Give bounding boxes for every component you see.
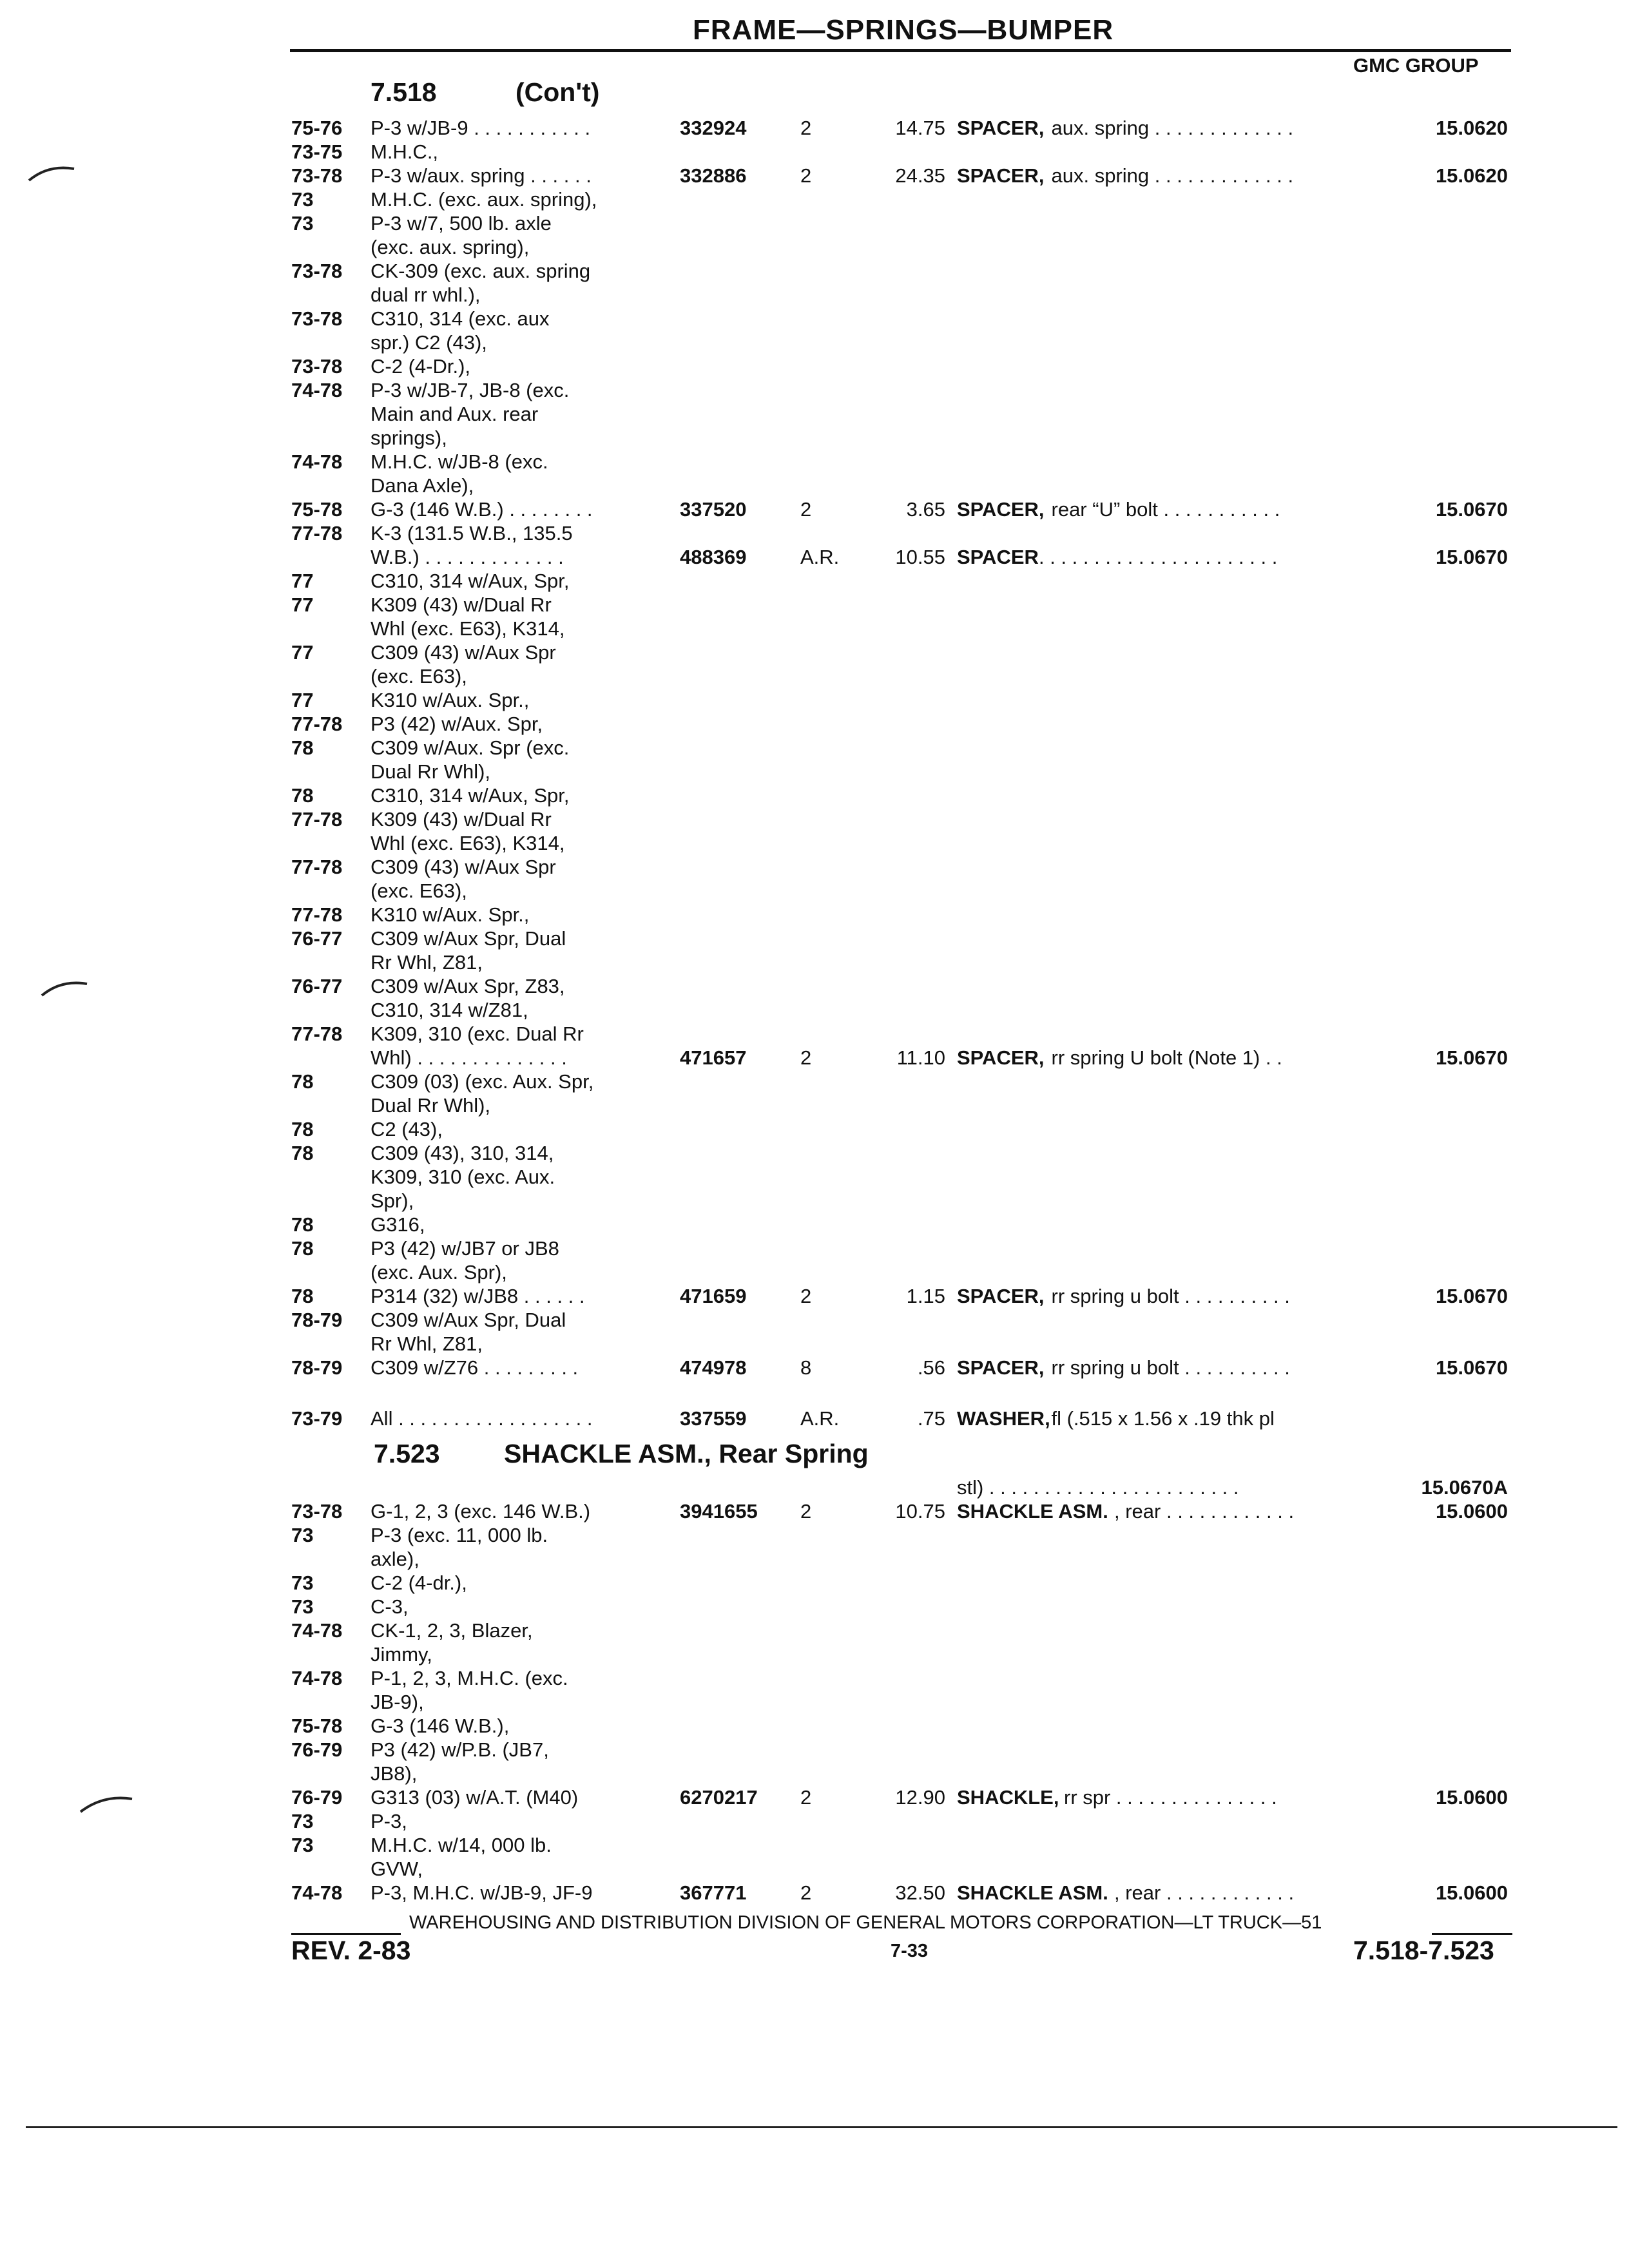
row-application: Whl (exc. E63), K314, [371, 832, 565, 854]
row-application: P-3 w/JB-7, JB-8 (exc. [371, 379, 570, 401]
row-price: 14.75 [895, 117, 945, 139]
row-part-number: 6270217 [680, 1786, 758, 1809]
row-year: 75-76 [291, 117, 343, 139]
row-description-name: SPACER [957, 546, 1039, 568]
header-rule [290, 49, 1511, 52]
row-application: G-1, 2, 3 (exc. 146 W.B.) [371, 1500, 591, 1523]
row-price: 3.65 [906, 498, 945, 521]
row-application: C309 w/Aux Spr, Z83, [371, 975, 565, 997]
row-price: 24.35 [895, 164, 945, 187]
row-application: C310, 314 w/Aux, Spr, [371, 784, 570, 807]
row-year: 77 [291, 641, 314, 664]
row-year: 78 [291, 736, 314, 759]
row-application: (exc. E63), [371, 879, 467, 902]
row-application: dual rr whl.), [371, 284, 481, 306]
row-application: C309 (03) (exc. Aux. Spr, [371, 1070, 594, 1093]
row-application: Dual Rr Whl), [371, 760, 491, 783]
row-part-number: 474978 [680, 1356, 747, 1379]
group-label: GMC GROUP [1353, 54, 1479, 77]
row-group-code: 15.0670 [1435, 546, 1508, 568]
row-application: C309 w/Aux Spr, Dual [371, 927, 566, 950]
row-application: Whl (exc. E63), K314, [371, 617, 565, 640]
row-application: M.H.C. w/JB-8 (exc. [371, 450, 548, 473]
row-application: C310, 314 w/Z81, [371, 999, 528, 1021]
row-part-number: 367771 [680, 1881, 747, 1904]
row-quantity: 2 [800, 1046, 812, 1069]
row-application: JB-9), [371, 1691, 424, 1713]
row-application: Dana Axle), [371, 474, 474, 497]
row-application: CK-309 (exc. aux. spring [371, 260, 591, 282]
row-year: 75-78 [291, 1715, 343, 1737]
row-application: Whl) . . . . . . . . . . . . . . [371, 1046, 567, 1069]
row-application: P-3, M.H.C. w/JB-9, JF-9 [371, 1881, 593, 1904]
row-application: G-3 (146 W.B.), [371, 1715, 510, 1737]
margin-tick-mark [26, 161, 77, 187]
row-quantity: 2 [800, 117, 812, 139]
row-year: 78 [291, 1213, 314, 1236]
row-description-name: SPACER, [957, 498, 1045, 521]
row-group-code: 15.0600 [1435, 1500, 1508, 1523]
row-year: 73-78 [291, 164, 343, 187]
row-description-name: SPACER, [957, 1046, 1045, 1069]
row-application: P-3 (exc. 11, 000 lb. [371, 1524, 548, 1546]
row-year: 77-78 [291, 808, 343, 831]
row-year: 73 [291, 212, 314, 235]
row-part-number: 332886 [680, 164, 747, 187]
row-application: C309 (43) w/Aux Spr [371, 856, 556, 878]
row-year: 73-78 [291, 260, 343, 282]
row-year: 73-75 [291, 140, 343, 163]
row-year: 77-78 [291, 903, 343, 926]
row-year: 74-78 [291, 1619, 343, 1642]
footer-rule-right [1432, 1933, 1512, 1935]
row-application: P-1, 2, 3, M.H.C. (exc. [371, 1667, 568, 1689]
row-description: . . . . . . . . . . . . . . . . . . . . . . [1039, 546, 1278, 568]
row-price: 10.55 [895, 546, 945, 568]
row-year: 77-78 [291, 1023, 343, 1045]
row-year: 75-78 [291, 498, 343, 521]
row-description: , rear . . . . . . . . . . . . [1114, 1881, 1295, 1904]
row-application: C309 (43), 310, 314, [371, 1142, 554, 1164]
row-part-number: 337520 [680, 498, 747, 521]
row-year: 77 [291, 570, 314, 592]
row-application: Dual Rr Whl), [371, 1094, 491, 1117]
row-application: GVW, [371, 1858, 423, 1880]
row-year: 76-77 [291, 975, 343, 997]
row-application: CK-1, 2, 3, Blazer, [371, 1619, 533, 1642]
row-price: 12.90 [895, 1786, 945, 1809]
row-year: 77-78 [291, 522, 343, 544]
row-application: M.H.C. (exc. aux. spring), [371, 188, 597, 211]
row-description: stl) . . . . . . . . . . . . . . . . . . . . . . . [957, 1476, 1239, 1499]
row-application: K310 w/Aux. Spr., [371, 689, 530, 711]
row-application: K310 w/Aux. Spr., [371, 903, 530, 926]
row-application: C310, 314 (exc. aux [371, 307, 550, 330]
row-application: P-3 w/JB-9 . . . . . . . . . . . [371, 117, 591, 139]
row-year: 78 [291, 1142, 314, 1164]
row-part-number: 471657 [680, 1046, 747, 1069]
row-application: Jimmy, [371, 1643, 432, 1666]
row-application: P3 (42) w/Aux. Spr, [371, 713, 543, 735]
row-application: C-3, [371, 1595, 409, 1618]
row-price: .56 [917, 1356, 945, 1379]
row-quantity: 2 [800, 164, 812, 187]
row-description-name: SPACER, [957, 1356, 1045, 1379]
row-quantity: A.R. [800, 1407, 840, 1430]
row-part-number: 3941655 [680, 1500, 758, 1523]
row-application: Rr Whl, Z81, [371, 1332, 483, 1355]
row-year: 78 [291, 1070, 314, 1093]
scan-edge-line [26, 2126, 1617, 2128]
row-application: P-3 w/7, 500 lb. axle [371, 212, 552, 235]
row-application: C-2 (4-dr.), [371, 1571, 467, 1594]
row-group-code: 15.0670 [1435, 1046, 1508, 1069]
row-year: 76-79 [291, 1786, 343, 1809]
row-year: 73 [291, 1524, 314, 1546]
row-description: rr spr . . . . . . . . . . . . . . . [1064, 1786, 1277, 1809]
row-part-number: 488369 [680, 546, 747, 568]
row-year: 77-78 [291, 856, 343, 878]
row-quantity: 8 [800, 1356, 812, 1379]
row-application: (exc. E63), [371, 665, 467, 687]
row-application: (exc. aux. spring), [371, 236, 530, 258]
margin-tick-mark [77, 1791, 135, 1817]
row-description-name: WASHER, [957, 1407, 1050, 1430]
row-part-number: 337559 [680, 1407, 747, 1430]
section-number: 7.523 [374, 1439, 440, 1468]
row-application: P3 (42) w/P.B. (JB7, [371, 1738, 549, 1761]
row-application: G316, [371, 1213, 425, 1236]
section-range: 7.518-7.523 [1353, 1936, 1494, 1965]
row-application: C-2 (4-Dr.), [371, 355, 470, 378]
row-application: JB8), [371, 1762, 418, 1785]
row-group-code: 15.0670A [1421, 1476, 1508, 1499]
row-quantity: 2 [800, 1786, 812, 1809]
row-year: 78 [291, 784, 314, 807]
row-description: , rear . . . . . . . . . . . . [1114, 1500, 1295, 1523]
footer-rule-left [291, 1933, 401, 1935]
row-description: rr spring U bolt (Note 1) . . [1051, 1046, 1282, 1069]
row-application: G-3 (146 W.B.) . . . . . . . . [371, 498, 593, 521]
row-application: K-3 (131.5 W.B., 135.5 [371, 522, 573, 544]
row-application: spr.) C2 (43), [371, 331, 487, 354]
row-description: rr spring u bolt . . . . . . . . . . [1051, 1285, 1290, 1307]
row-description-name: SHACKLE, [957, 1786, 1059, 1809]
row-group-code: 15.0670 [1435, 498, 1508, 521]
row-year: 74-78 [291, 1881, 343, 1904]
row-description: rr spring u bolt . . . . . . . . . . [1051, 1356, 1290, 1379]
row-application: C2 (43), [371, 1118, 443, 1140]
row-application: P-3 w/aux. spring . . . . . . [371, 164, 592, 187]
row-description: aux. spring . . . . . . . . . . . . . [1051, 164, 1294, 187]
row-application: P3 (42) w/JB7 or JB8 [371, 1237, 559, 1260]
row-description: rear “U” bolt . . . . . . . . . . . [1051, 498, 1280, 521]
row-group-code: 15.0600 [1435, 1881, 1508, 1904]
row-year: 78 [291, 1237, 314, 1260]
row-application: M.H.C., [371, 140, 439, 163]
row-year: 76-77 [291, 927, 343, 950]
row-application: axle), [371, 1548, 419, 1570]
row-application: springs), [371, 427, 447, 449]
row-price: .75 [917, 1407, 945, 1430]
row-application: P-3, [371, 1810, 407, 1832]
row-group-code: 15.0620 [1435, 117, 1508, 139]
row-description-name: SPACER, [957, 117, 1045, 139]
row-application: (exc. Aux. Spr), [371, 1261, 507, 1283]
row-application: K309, 310 (exc. Dual Rr [371, 1023, 584, 1045]
row-application: C309 w/Aux Spr, Dual [371, 1309, 566, 1331]
row-price: 1.15 [906, 1285, 945, 1307]
row-year: 73-78 [291, 1500, 343, 1523]
row-year: 78 [291, 1118, 314, 1140]
margin-tick-mark [39, 976, 90, 1002]
row-year: 77 [291, 689, 314, 711]
row-application: Main and Aux. rear [371, 403, 539, 425]
row-quantity: A.R. [800, 546, 840, 568]
row-application: C309 (43) w/Aux Spr [371, 641, 556, 664]
row-application: K309, 310 (exc. Aux. [371, 1166, 555, 1188]
row-year: 76-79 [291, 1738, 343, 1761]
revision-label: REV. 2-83 [291, 1936, 411, 1965]
row-application: W.B.) . . . . . . . . . . . . . [371, 546, 564, 568]
row-year: 74-78 [291, 1667, 343, 1689]
row-part-number: 471659 [680, 1285, 747, 1307]
row-application: Rr Whl, Z81, [371, 951, 483, 974]
row-application: M.H.C. w/14, 000 lb. [371, 1834, 552, 1856]
row-year: 78 [291, 1285, 314, 1307]
row-description: aux. spring . . . . . . . . . . . . . [1051, 117, 1294, 139]
row-year: 73-79 [291, 1407, 343, 1430]
row-year: 73 [291, 1810, 314, 1832]
row-price: 32.50 [895, 1881, 945, 1904]
row-application: K309 (43) w/Dual Rr [371, 593, 552, 616]
row-description-name: SPACER, [957, 1285, 1045, 1307]
row-part-number: 332924 [680, 117, 747, 139]
row-group-code: 15.0600 [1435, 1786, 1508, 1809]
row-price: 10.75 [895, 1500, 945, 1523]
footer-division: WAREHOUSING AND DISTRIBUTION DIVISION OF GENERAL MOTORS CORPORATION—LT TRUCK—51 [409, 1912, 1322, 1933]
row-description: fl (.515 x 1.56 x .19 thk pl [1051, 1407, 1275, 1430]
row-year: 73 [291, 1571, 314, 1594]
row-quantity: 2 [800, 1285, 812, 1307]
row-quantity: 2 [800, 498, 812, 521]
row-application: G313 (03) w/A.T. (M40) [371, 1786, 579, 1809]
row-description-name: SHACKLE ASM. [957, 1500, 1108, 1523]
page-number: 7-33 [891, 1941, 929, 1961]
page-header-title: FRAME—SPRINGS—BUMPER [693, 14, 1114, 46]
row-application: C309 w/Z76 . . . . . . . . . [371, 1356, 579, 1379]
row-application: Spr), [371, 1189, 414, 1212]
row-year: 73 [291, 188, 314, 211]
row-application: C310, 314 w/Aux, Spr, [371, 570, 570, 592]
row-application: C309 w/Aux. Spr (exc. [371, 736, 570, 759]
row-year: 74-78 [291, 379, 343, 401]
row-year: 77 [291, 593, 314, 616]
row-application: All . . . . . . . . . . . . . . . . . . [371, 1407, 593, 1430]
row-group-code: 15.0670 [1435, 1285, 1508, 1307]
row-year: 74-78 [291, 450, 343, 473]
row-year: 77-78 [291, 713, 343, 735]
row-year: 78-79 [291, 1309, 343, 1331]
row-application: P314 (32) w/JB8 . . . . . . [371, 1285, 585, 1307]
section-title: (Con't) [516, 77, 600, 107]
row-application: K309 (43) w/Dual Rr [371, 808, 552, 831]
row-price: 11.10 [896, 1046, 945, 1069]
row-year: 73 [291, 1595, 314, 1618]
row-year: 73 [291, 1834, 314, 1856]
row-quantity: 2 [800, 1500, 812, 1523]
section-title: SHACKLE ASM., Rear Spring [504, 1439, 869, 1468]
section-number: 7.518 [371, 77, 437, 107]
row-description-name: SHACKLE ASM. [957, 1881, 1108, 1904]
row-quantity: 2 [800, 1881, 812, 1904]
row-description-name: SPACER, [957, 164, 1045, 187]
row-year: 78-79 [291, 1356, 343, 1379]
row-year: 73-78 [291, 355, 343, 378]
row-group-code: 15.0670 [1435, 1356, 1508, 1379]
row-year: 73-78 [291, 307, 343, 330]
row-group-code: 15.0620 [1435, 164, 1508, 187]
